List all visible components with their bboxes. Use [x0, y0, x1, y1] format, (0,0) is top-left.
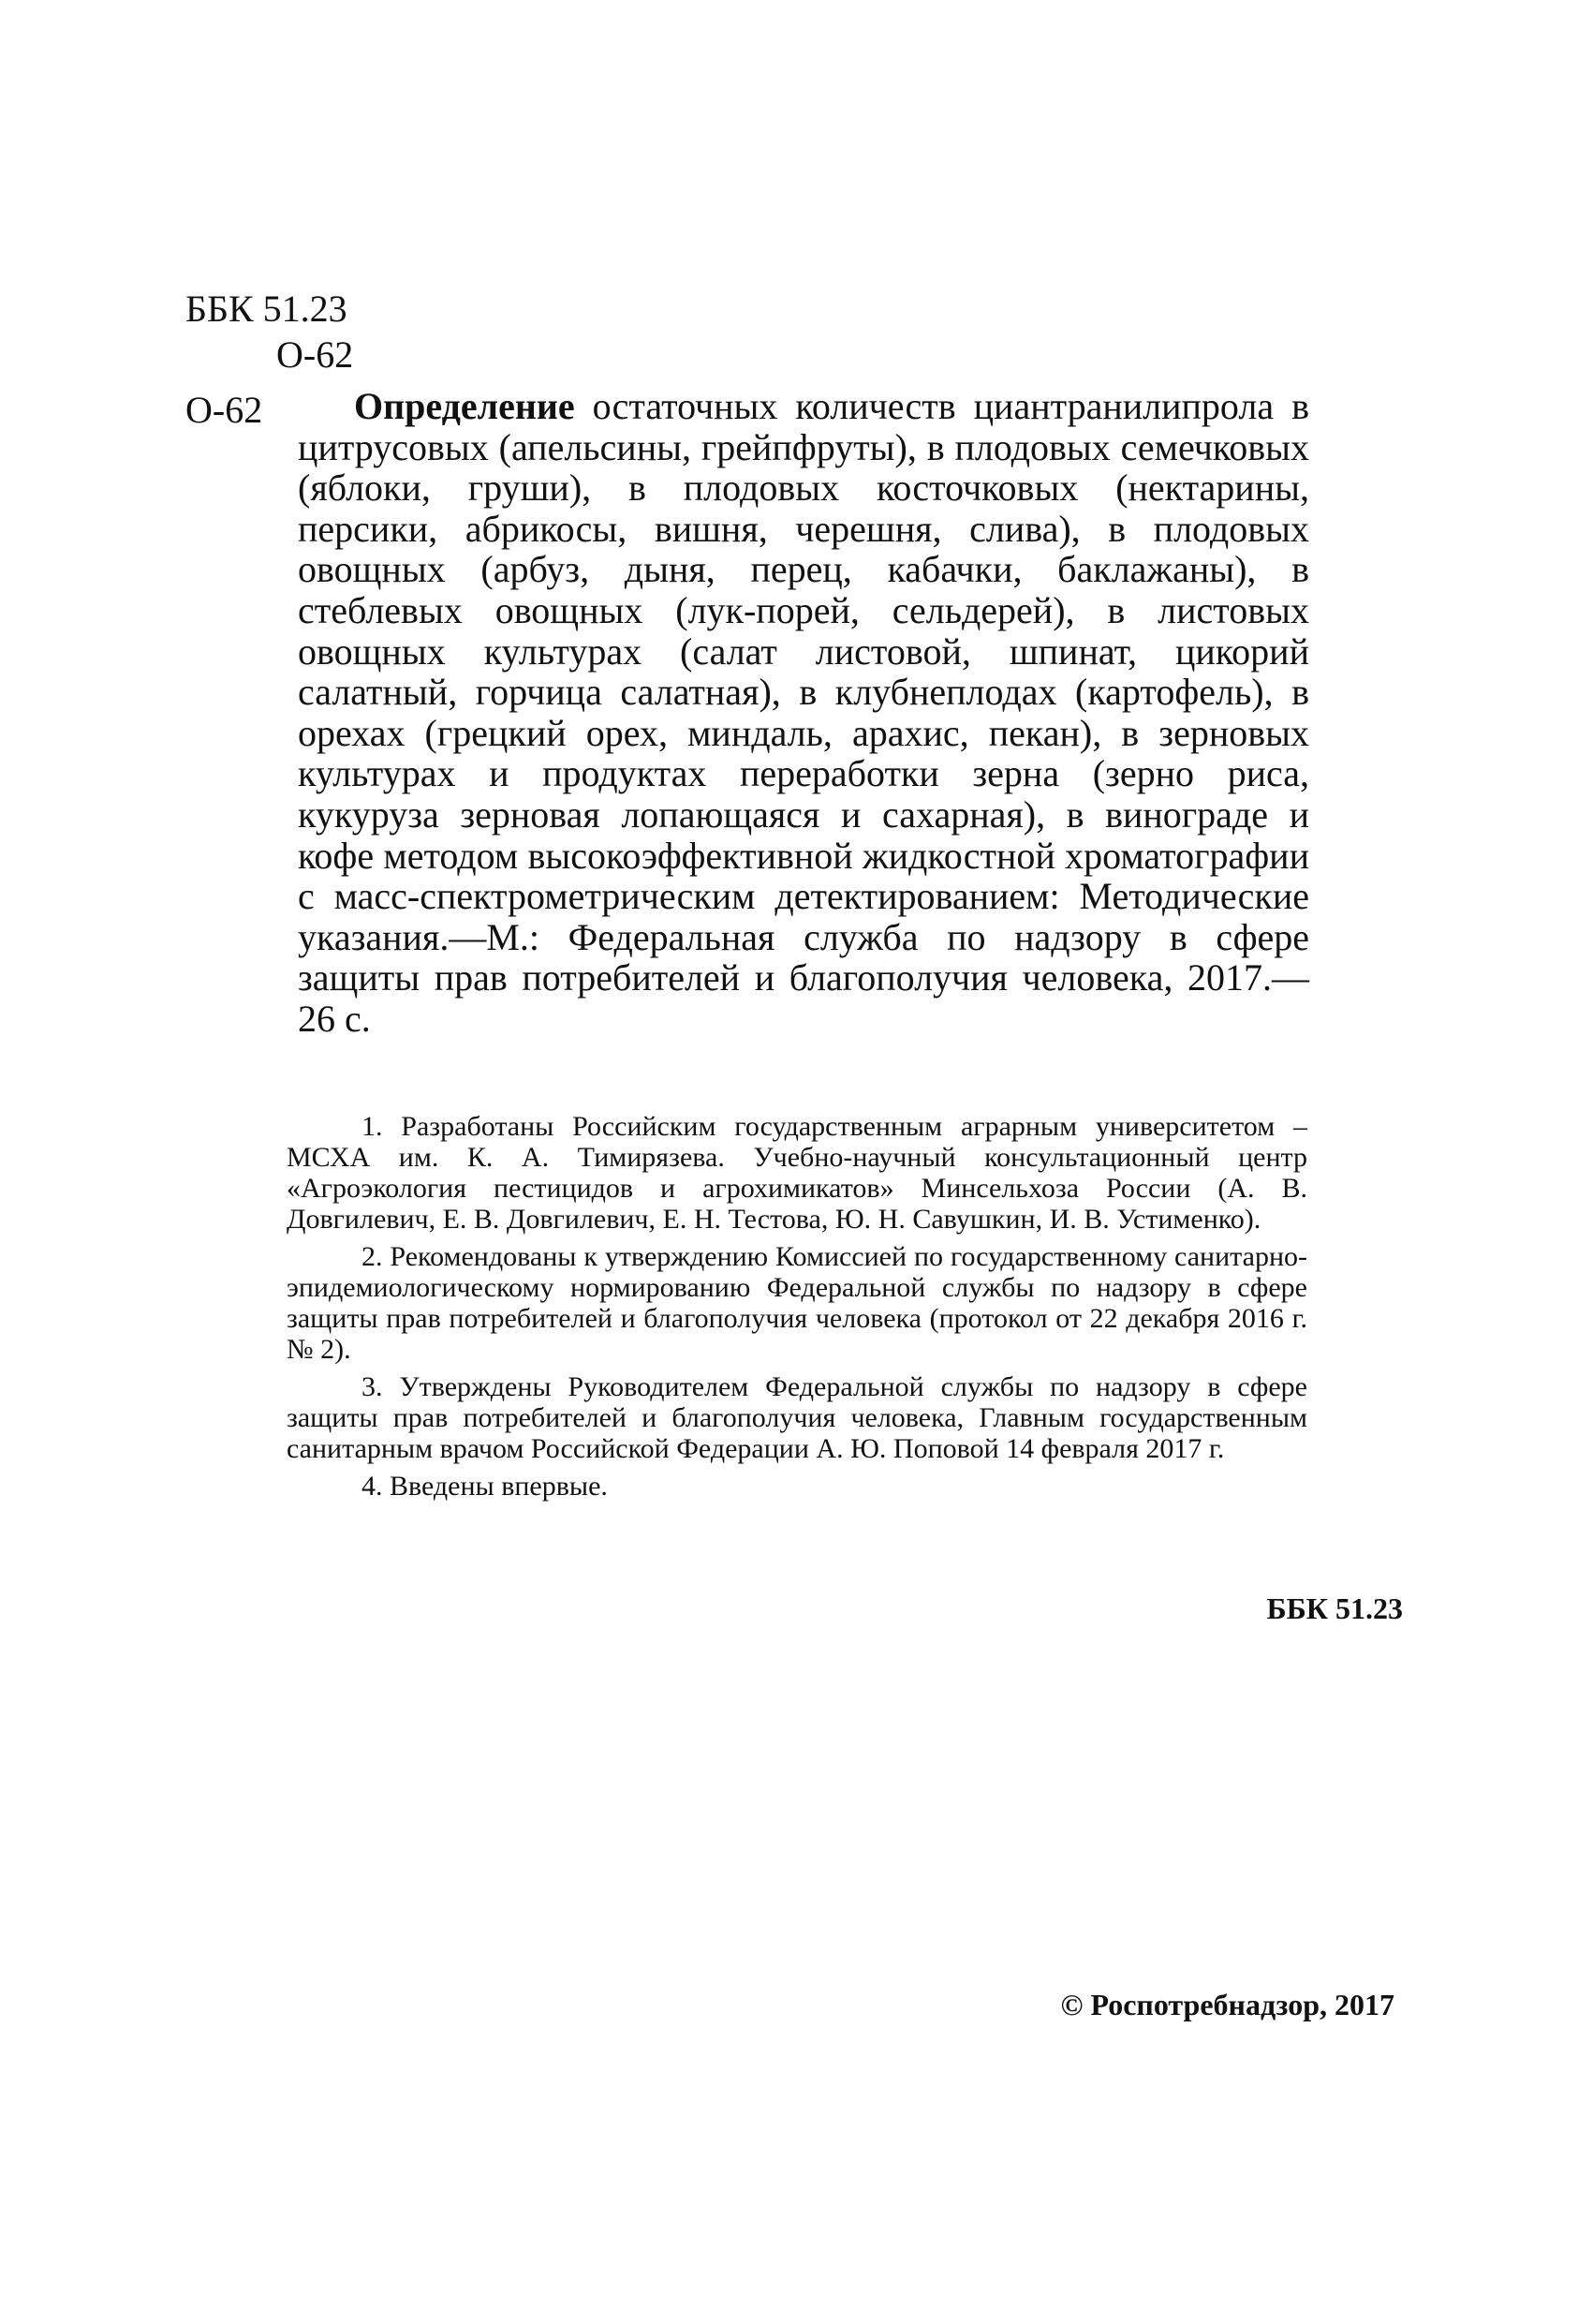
note-item: 1. Разработаны Российским государственным аграрным университетом – МСХА им. К. А. Тимирязева. Учебно-научный консультационный центр «Агроэкология пестицидов и агрохимикатов» Минсельхоза России (А. В. Довгилевич, Е. В. Довгилевич, Е. Н. Тестова, Ю. Н. Савушкин, И. В. Устименко). — [287, 1111, 1307, 1235]
bibliographic-description — [298, 386, 1309, 1040]
description-title-word: Определение — [354, 385, 575, 427]
publication-notes — [287, 1111, 1307, 1508]
author-mark-top: О-62 — [276, 333, 354, 376]
bbk-code-bottom: ББК 51.23 — [1266, 1591, 1403, 1625]
author-mark-side: О-62 — [185, 389, 263, 431]
note-item: 4. Введены впервые. — [361, 1471, 608, 1502]
copyright-notice: © Роспотребнадзор, 2017 — [1060, 1988, 1394, 2021]
bbk-code-top: ББК 51.23 — [185, 288, 347, 330]
note-item: 3. Утверждены Руководителем Федеральной службы по надзору в сфере защиты прав потребителей и благополучия человека, Главным государственным санитарным врачом Российской Федерации А. Ю. Поповой 14 февраля 2017 г. — [287, 1371, 1307, 1464]
description-text: остаточных количеств циантранилипрола в цитрусовых (апельсины, грейпфруты), в плодовых семечковых (яблоки, груши), в плодовых косточковых (нектарины, персики, абрикосы, вишня, черешня, слива), в плодовых овощных (арбуз, дыня, перец, кабачки, баклажаны), в стеблевых овощных (лук-порей, сельдерей), в листовых овощных культурах (салат листовой, шпинат, цикорий салатный, горчица салатная), в клубнеплодах (картофель), в орехах (грецкий орех, миндаль, арахис, пекан), в зерновых культурах и продуктах переработки зерна (зерно риса, кукуруза зерновая лопающаяся и сахарная), в винограде и кофе методом высокоэффективной жидкостной хроматографии с масс-спектрометрическим детектированием: Методические указания.—М.: Федеральная служба по надзору в сфере защиты прав потребителей и благополучия человека, 2017.—26 с. — [298, 385, 1309, 1040]
note-item: 2. Рекомендованы к утверждению Комиссией по государственному санитарно-эпидемиологическому нормированию Федеральной службы по надзору в сфере защиты прав потребителей и благополучия человека (протокол от 22 декабря 2016 г. № 2). — [287, 1241, 1307, 1365]
